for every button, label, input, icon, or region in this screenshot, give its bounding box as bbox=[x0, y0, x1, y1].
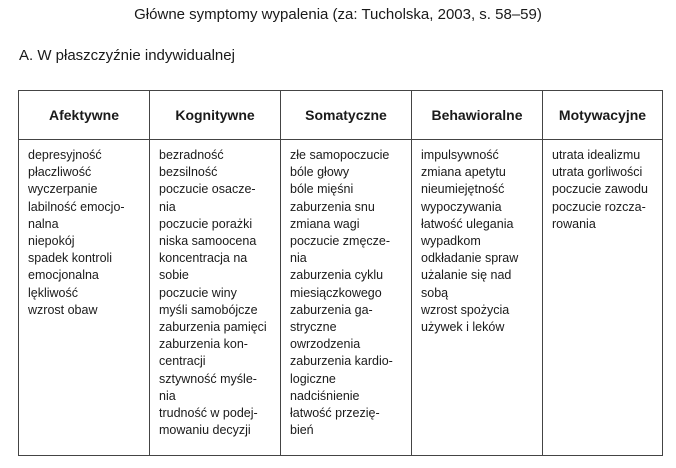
symptom-line: niska samoocena bbox=[159, 234, 257, 249]
document-title: Główne symptomy wypalenia (za: Tucholska, 2003, s. 58–59) bbox=[134, 6, 542, 23]
symptom-line: złe samopoczucie bbox=[290, 148, 390, 162]
symptom-line: bezsilność bbox=[159, 165, 218, 180]
symptom-line: nia bbox=[159, 388, 176, 403]
symptom-line: wzrost obaw bbox=[28, 302, 98, 317]
symptom-line: nia bbox=[290, 251, 307, 266]
symptom-line: spadek kontroli bbox=[28, 251, 113, 266]
table-body-row bbox=[19, 140, 663, 456]
symptom-line: zaburzenia kardio- bbox=[290, 354, 393, 369]
symptom-line: sztywność myśle- bbox=[159, 371, 257, 386]
symptom-line: labilność emocjo- bbox=[28, 199, 125, 214]
symptom-line: zmiana wagi bbox=[290, 216, 360, 231]
symptom-line: zaburzenia kon- bbox=[159, 337, 248, 352]
symptoms-table bbox=[18, 90, 663, 456]
section-heading: A. W płaszczyźnie indywidualnej bbox=[19, 47, 235, 64]
symptom-line: poczucie osacze- bbox=[159, 182, 256, 197]
symptom-line: impulsywność bbox=[421, 148, 499, 162]
symptom-line: centracji bbox=[159, 354, 206, 369]
symptom-line: logiczne bbox=[290, 371, 336, 386]
cell-behawioralne bbox=[412, 140, 543, 456]
symptom-line: nadciśnienie bbox=[290, 388, 360, 403]
symptom-line: poczucie winy bbox=[159, 285, 237, 300]
header-motywacyjne: Motywacyjne bbox=[543, 91, 663, 140]
symptom-line: zmiana apetytu bbox=[421, 165, 506, 180]
header-afektywne: Afektywne bbox=[19, 91, 150, 140]
symptom-line: zaburzenia snu bbox=[290, 199, 375, 214]
table-header-row bbox=[19, 91, 663, 140]
symptom-line: nalna bbox=[28, 216, 59, 231]
symptom-line: sobą bbox=[421, 285, 449, 300]
symptom-line: odkładanie spraw bbox=[421, 251, 519, 266]
symptom-line: zaburzenia ga- bbox=[290, 302, 373, 317]
cell-motywacyjne bbox=[543, 140, 663, 456]
symptom-line: wypoczywania bbox=[421, 199, 502, 214]
symptom-line: wyczerpanie bbox=[28, 182, 98, 197]
symptom-line: wypadkom bbox=[421, 234, 481, 249]
symptom-line: mowaniu decyzji bbox=[159, 423, 251, 438]
cell-afektywne bbox=[19, 140, 150, 456]
symptom-line: koncentracja na bbox=[159, 251, 248, 266]
symptom-line: wzrost spożycia bbox=[421, 302, 510, 317]
symptom-line: bóle mięśni bbox=[290, 182, 354, 197]
symptom-line: bóle głowy bbox=[290, 165, 350, 180]
symptom-line: owrzodzenia bbox=[290, 337, 361, 352]
symptom-line: myśli samobójcze bbox=[159, 302, 258, 317]
symptom-line: płaczliwość bbox=[28, 165, 92, 180]
symptom-line: poczucie zawodu bbox=[552, 182, 648, 197]
symptom-line: emocjonalna bbox=[28, 268, 99, 283]
symptom-line: poczucie rozcza- bbox=[552, 199, 646, 214]
symptom-line: stryczne bbox=[290, 320, 337, 335]
symptom-line: nieumiejętność bbox=[421, 182, 505, 197]
header-behawioralne: Behawioralne bbox=[412, 91, 543, 140]
header-kognitywne: Kognitywne bbox=[150, 91, 281, 140]
symptom-line: sobie bbox=[159, 268, 189, 283]
symptom-line: używek i leków bbox=[421, 320, 505, 335]
symptom-line: łatwość przezię- bbox=[290, 406, 380, 421]
symptom-line: łatwość ulegania bbox=[421, 216, 514, 231]
header-somatyczne: Somatyczne bbox=[281, 91, 412, 140]
symptom-line: miesiączkowego bbox=[290, 285, 382, 300]
symptom-line: utrata gorliwości bbox=[552, 165, 643, 180]
symptom-line: niepokój bbox=[28, 234, 75, 249]
cell-somatyczne bbox=[281, 140, 412, 456]
symptom-line: użalanie się nad bbox=[421, 268, 512, 283]
symptom-line: poczucie zmęcze- bbox=[290, 234, 391, 249]
symptom-line: nia bbox=[159, 199, 176, 214]
symptom-line: zaburzenia cyklu bbox=[290, 268, 384, 283]
symptom-line: bień bbox=[290, 423, 314, 438]
symptom-line: poczucie porażki bbox=[159, 216, 253, 231]
cell-kognitywne bbox=[150, 140, 281, 456]
symptom-line: bezradność bbox=[159, 148, 224, 162]
symptom-line: rowania bbox=[552, 216, 596, 231]
symptom-line: trudność w podej- bbox=[159, 406, 258, 421]
symptom-line: lękliwość bbox=[28, 285, 79, 300]
symptom-line: utrata idealizmu bbox=[552, 148, 641, 162]
symptom-line: depresyjność bbox=[28, 148, 102, 162]
symptom-line: zaburzenia pamięci bbox=[159, 320, 267, 335]
